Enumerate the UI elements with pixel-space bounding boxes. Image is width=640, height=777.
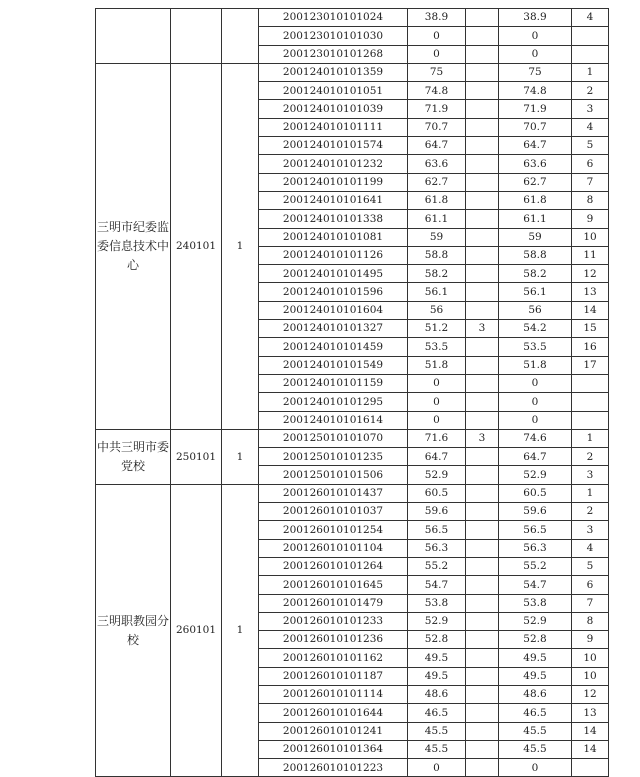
rank-cell: 16 bbox=[572, 338, 609, 356]
exam-id-cell: 200124010101051 bbox=[259, 82, 408, 100]
written-score-cell: 61.8 bbox=[408, 191, 466, 209]
rank-cell: 10 bbox=[572, 649, 609, 667]
bonus-points-cell bbox=[466, 356, 499, 374]
bonus-points-cell bbox=[466, 246, 499, 264]
written-score-cell: 46.5 bbox=[408, 704, 466, 722]
bonus-points-cell bbox=[466, 704, 499, 722]
bonus-points-cell bbox=[466, 685, 499, 703]
total-score-cell: 61.1 bbox=[499, 210, 572, 228]
rank-cell: 2 bbox=[572, 82, 609, 100]
bonus-points-cell bbox=[466, 484, 499, 502]
bonus-points-cell bbox=[466, 9, 499, 27]
exam-id-cell: 200126010101236 bbox=[259, 631, 408, 649]
bonus-points-cell bbox=[466, 63, 499, 81]
exam-id-cell: 200124010101327 bbox=[259, 320, 408, 338]
rank-cell: 1 bbox=[572, 429, 609, 447]
table-row bbox=[96, 429, 609, 447]
exam-id-cell: 200124010101596 bbox=[259, 283, 408, 301]
written-score-cell: 60.5 bbox=[408, 484, 466, 502]
written-score-cell: 56.3 bbox=[408, 539, 466, 557]
written-score-cell: 0 bbox=[408, 759, 466, 777]
written-score-cell: 0 bbox=[408, 393, 466, 411]
written-score-cell: 53.8 bbox=[408, 594, 466, 612]
rank-cell: 15 bbox=[572, 320, 609, 338]
written-score-cell: 53.5 bbox=[408, 338, 466, 356]
exam-id-cell: 200124010101159 bbox=[259, 374, 408, 392]
rank-cell: 3 bbox=[572, 100, 609, 118]
position-code-cell: 240101 bbox=[171, 63, 222, 429]
written-score-cell: 59 bbox=[408, 228, 466, 246]
written-score-cell: 64.7 bbox=[408, 448, 466, 466]
hiring-quota-cell: 1 bbox=[222, 484, 259, 777]
total-score-cell: 0 bbox=[499, 759, 572, 777]
total-score-cell: 58.8 bbox=[499, 246, 572, 264]
bonus-points-cell bbox=[466, 155, 499, 173]
employer-unit-cell: 三明职教园分校 bbox=[96, 484, 171, 777]
total-score-cell: 52.9 bbox=[499, 612, 572, 630]
total-score-cell: 0 bbox=[499, 45, 572, 63]
exam-id-cell: 200124010101495 bbox=[259, 265, 408, 283]
written-score-cell: 51.8 bbox=[408, 356, 466, 374]
total-score-cell: 38.9 bbox=[499, 9, 572, 27]
total-score-cell: 52.8 bbox=[499, 631, 572, 649]
exam-id-cell: 200126010101114 bbox=[259, 685, 408, 703]
bonus-points-cell: 3 bbox=[466, 429, 499, 447]
bonus-points-cell bbox=[466, 557, 499, 575]
rank-cell: 5 bbox=[572, 137, 609, 155]
total-score-cell: 45.5 bbox=[499, 740, 572, 758]
total-score-cell: 56.3 bbox=[499, 539, 572, 557]
rank-cell: 12 bbox=[572, 685, 609, 703]
written-score-cell: 0 bbox=[408, 45, 466, 63]
rank-cell: 7 bbox=[572, 173, 609, 191]
bonus-points-cell bbox=[466, 301, 499, 319]
rank-cell: 2 bbox=[572, 503, 609, 521]
rank-cell: 11 bbox=[572, 246, 609, 264]
exam-id-cell: 200126010101233 bbox=[259, 612, 408, 630]
written-score-cell: 0 bbox=[408, 411, 466, 429]
total-score-cell: 53.8 bbox=[499, 594, 572, 612]
total-score-cell: 53.5 bbox=[499, 338, 572, 356]
written-score-cell: 56 bbox=[408, 301, 466, 319]
exam-id-cell: 200126010101104 bbox=[259, 539, 408, 557]
exam-id-cell: 200126010101645 bbox=[259, 576, 408, 594]
written-score-cell: 64.7 bbox=[408, 137, 466, 155]
written-score-cell: 61.1 bbox=[408, 210, 466, 228]
exam-id-cell: 200124010101359 bbox=[259, 63, 408, 81]
written-score-cell: 52.8 bbox=[408, 631, 466, 649]
total-score-cell: 56 bbox=[499, 301, 572, 319]
bonus-points-cell: 3 bbox=[466, 320, 499, 338]
written-score-cell: 52.9 bbox=[408, 612, 466, 630]
total-score-cell: 54.7 bbox=[499, 576, 572, 594]
rank-cell: 8 bbox=[572, 191, 609, 209]
total-score-cell: 74.8 bbox=[499, 82, 572, 100]
rank-cell: 10 bbox=[572, 228, 609, 246]
rank-cell: 13 bbox=[572, 283, 609, 301]
rank-cell: 9 bbox=[572, 631, 609, 649]
position-code-cell bbox=[171, 9, 222, 64]
total-score-cell: 75 bbox=[499, 63, 572, 81]
exam-id-cell: 200124010101111 bbox=[259, 118, 408, 136]
exam-id-cell: 200124010101614 bbox=[259, 411, 408, 429]
exam-id-cell: 200126010101479 bbox=[259, 594, 408, 612]
rank-cell bbox=[572, 411, 609, 429]
rank-cell: 9 bbox=[572, 210, 609, 228]
exam-id-cell: 200124010101295 bbox=[259, 393, 408, 411]
rank-cell: 14 bbox=[572, 301, 609, 319]
total-score-cell: 48.6 bbox=[499, 685, 572, 703]
total-score-cell: 45.5 bbox=[499, 722, 572, 740]
total-score-cell: 0 bbox=[499, 27, 572, 45]
written-score-cell: 0 bbox=[408, 374, 466, 392]
total-score-cell: 55.2 bbox=[499, 557, 572, 575]
exam-id-cell: 200126010101437 bbox=[259, 484, 408, 502]
written-score-cell: 56.5 bbox=[408, 521, 466, 539]
total-score-cell: 54.2 bbox=[499, 320, 572, 338]
bonus-points-cell bbox=[466, 612, 499, 630]
written-score-cell: 59.6 bbox=[408, 503, 466, 521]
total-score-cell: 51.8 bbox=[499, 356, 572, 374]
total-score-cell: 52.9 bbox=[499, 466, 572, 484]
bonus-points-cell bbox=[466, 338, 499, 356]
written-score-cell: 70.7 bbox=[408, 118, 466, 136]
written-score-cell: 71.6 bbox=[408, 429, 466, 447]
total-score-cell: 49.5 bbox=[499, 667, 572, 685]
bonus-points-cell bbox=[466, 740, 499, 758]
total-score-cell: 61.8 bbox=[499, 191, 572, 209]
rank-cell: 1 bbox=[572, 484, 609, 502]
exam-id-cell: 200126010101644 bbox=[259, 704, 408, 722]
rank-cell: 6 bbox=[572, 576, 609, 594]
total-score-cell: 0 bbox=[499, 411, 572, 429]
written-score-cell: 55.2 bbox=[408, 557, 466, 575]
bonus-points-cell bbox=[466, 100, 499, 118]
written-score-cell: 49.5 bbox=[408, 649, 466, 667]
bonus-points-cell bbox=[466, 503, 499, 521]
exam-id-cell: 200123010101268 bbox=[259, 45, 408, 63]
exam-id-cell: 200125010101506 bbox=[259, 466, 408, 484]
exam-id-cell: 200123010101024 bbox=[259, 9, 408, 27]
rank-cell: 5 bbox=[572, 557, 609, 575]
exam-id-cell: 200124010101549 bbox=[259, 356, 408, 374]
bonus-points-cell bbox=[466, 118, 499, 136]
written-score-cell: 49.5 bbox=[408, 667, 466, 685]
total-score-cell: 46.5 bbox=[499, 704, 572, 722]
table-row bbox=[96, 9, 609, 27]
hiring-quota-cell: 1 bbox=[222, 63, 259, 429]
bonus-points-cell bbox=[466, 667, 499, 685]
total-score-cell: 49.5 bbox=[499, 649, 572, 667]
written-score-cell: 58.2 bbox=[408, 265, 466, 283]
exam-id-cell: 200124010101039 bbox=[259, 100, 408, 118]
rank-cell: 14 bbox=[572, 722, 609, 740]
written-score-cell: 52.9 bbox=[408, 466, 466, 484]
rank-cell: 13 bbox=[572, 704, 609, 722]
total-score-cell: 63.6 bbox=[499, 155, 572, 173]
rank-cell: 17 bbox=[572, 356, 609, 374]
bonus-points-cell bbox=[466, 45, 499, 63]
bonus-points-cell bbox=[466, 27, 499, 45]
total-score-cell: 58.2 bbox=[499, 265, 572, 283]
rank-cell bbox=[572, 27, 609, 45]
bonus-points-cell bbox=[466, 265, 499, 283]
bonus-points-cell bbox=[466, 631, 499, 649]
exam-id-cell: 200124010101459 bbox=[259, 338, 408, 356]
rank-cell: 3 bbox=[572, 466, 609, 484]
total-score-cell: 64.7 bbox=[499, 137, 572, 155]
bonus-points-cell bbox=[466, 722, 499, 740]
written-score-cell: 45.5 bbox=[408, 722, 466, 740]
bonus-points-cell bbox=[466, 466, 499, 484]
bonus-points-cell bbox=[466, 228, 499, 246]
position-code-cell: 250101 bbox=[171, 429, 222, 484]
bonus-points-cell bbox=[466, 173, 499, 191]
bonus-points-cell bbox=[466, 137, 499, 155]
written-score-cell: 51.2 bbox=[408, 320, 466, 338]
total-score-cell: 59 bbox=[499, 228, 572, 246]
total-score-cell: 56.5 bbox=[499, 521, 572, 539]
total-score-cell: 70.7 bbox=[499, 118, 572, 136]
written-score-cell: 54.7 bbox=[408, 576, 466, 594]
exam-id-cell: 200124010101574 bbox=[259, 137, 408, 155]
rank-cell: 8 bbox=[572, 612, 609, 630]
hiring-quota-cell bbox=[222, 9, 259, 64]
total-score-cell: 60.5 bbox=[499, 484, 572, 502]
rank-cell: 12 bbox=[572, 265, 609, 283]
bonus-points-cell bbox=[466, 191, 499, 209]
employer-unit-cell: 中共三明市委党校 bbox=[96, 429, 171, 484]
written-score-cell: 48.6 bbox=[408, 685, 466, 703]
rank-cell bbox=[572, 45, 609, 63]
written-score-cell: 63.6 bbox=[408, 155, 466, 173]
exam-id-cell: 200126010101037 bbox=[259, 503, 408, 521]
exam-id-cell: 200124010101604 bbox=[259, 301, 408, 319]
score-table bbox=[95, 8, 609, 777]
bonus-points-cell bbox=[466, 374, 499, 392]
bonus-points-cell bbox=[466, 411, 499, 429]
rank-cell bbox=[572, 759, 609, 777]
rank-cell: 4 bbox=[572, 539, 609, 557]
bonus-points-cell bbox=[466, 759, 499, 777]
bonus-points-cell bbox=[466, 539, 499, 557]
table-row bbox=[96, 484, 609, 502]
bonus-points-cell bbox=[466, 521, 499, 539]
bonus-points-cell bbox=[466, 576, 499, 594]
table-body bbox=[96, 9, 609, 777]
exam-id-cell: 200126010101364 bbox=[259, 740, 408, 758]
total-score-cell: 62.7 bbox=[499, 173, 572, 191]
exam-id-cell: 200123010101030 bbox=[259, 27, 408, 45]
exam-id-cell: 200126010101223 bbox=[259, 759, 408, 777]
written-score-cell: 45.5 bbox=[408, 740, 466, 758]
employer-unit-cell bbox=[96, 9, 171, 64]
total-score-cell: 0 bbox=[499, 393, 572, 411]
exam-id-cell: 200125010101070 bbox=[259, 429, 408, 447]
bonus-points-cell bbox=[466, 594, 499, 612]
exam-id-cell: 200124010101641 bbox=[259, 191, 408, 209]
written-score-cell: 71.9 bbox=[408, 100, 466, 118]
exam-id-cell: 200126010101187 bbox=[259, 667, 408, 685]
exam-id-cell: 200126010101162 bbox=[259, 649, 408, 667]
employer-unit-cell: 三明市纪委监委信息技术中心 bbox=[96, 63, 171, 429]
exam-id-cell: 200124010101232 bbox=[259, 155, 408, 173]
rank-cell: 7 bbox=[572, 594, 609, 612]
written-score-cell: 62.7 bbox=[408, 173, 466, 191]
written-score-cell: 38.9 bbox=[408, 9, 466, 27]
rank-cell: 3 bbox=[572, 521, 609, 539]
written-score-cell: 58.8 bbox=[408, 246, 466, 264]
rank-cell: 14 bbox=[572, 740, 609, 758]
bonus-points-cell bbox=[466, 210, 499, 228]
total-score-cell: 64.7 bbox=[499, 448, 572, 466]
rank-cell: 2 bbox=[572, 448, 609, 466]
exam-id-cell: 200124010101338 bbox=[259, 210, 408, 228]
total-score-cell: 0 bbox=[499, 374, 572, 392]
written-score-cell: 0 bbox=[408, 27, 466, 45]
exam-id-cell: 200125010101235 bbox=[259, 448, 408, 466]
exam-id-cell: 200124010101199 bbox=[259, 173, 408, 191]
exam-id-cell: 200126010101254 bbox=[259, 521, 408, 539]
rank-cell: 6 bbox=[572, 155, 609, 173]
bonus-points-cell bbox=[466, 82, 499, 100]
rank-cell: 1 bbox=[572, 63, 609, 81]
rank-cell: 10 bbox=[572, 667, 609, 685]
position-code-cell: 260101 bbox=[171, 484, 222, 777]
written-score-cell: 56.1 bbox=[408, 283, 466, 301]
exam-id-cell: 200126010101241 bbox=[259, 722, 408, 740]
total-score-cell: 71.9 bbox=[499, 100, 572, 118]
total-score-cell: 56.1 bbox=[499, 283, 572, 301]
rank-cell bbox=[572, 393, 609, 411]
exam-id-cell: 200126010101264 bbox=[259, 557, 408, 575]
written-score-cell: 74.8 bbox=[408, 82, 466, 100]
table-row bbox=[96, 63, 609, 81]
rank-cell: 4 bbox=[572, 9, 609, 27]
exam-id-cell: 200124010101081 bbox=[259, 228, 408, 246]
bonus-points-cell bbox=[466, 448, 499, 466]
rank-cell: 4 bbox=[572, 118, 609, 136]
bonus-points-cell bbox=[466, 649, 499, 667]
written-score-cell: 75 bbox=[408, 63, 466, 81]
bonus-points-cell bbox=[466, 393, 499, 411]
exam-id-cell: 200124010101126 bbox=[259, 246, 408, 264]
bonus-points-cell bbox=[466, 283, 499, 301]
total-score-cell: 59.6 bbox=[499, 503, 572, 521]
hiring-quota-cell: 1 bbox=[222, 429, 259, 484]
rank-cell bbox=[572, 374, 609, 392]
total-score-cell: 74.6 bbox=[499, 429, 572, 447]
